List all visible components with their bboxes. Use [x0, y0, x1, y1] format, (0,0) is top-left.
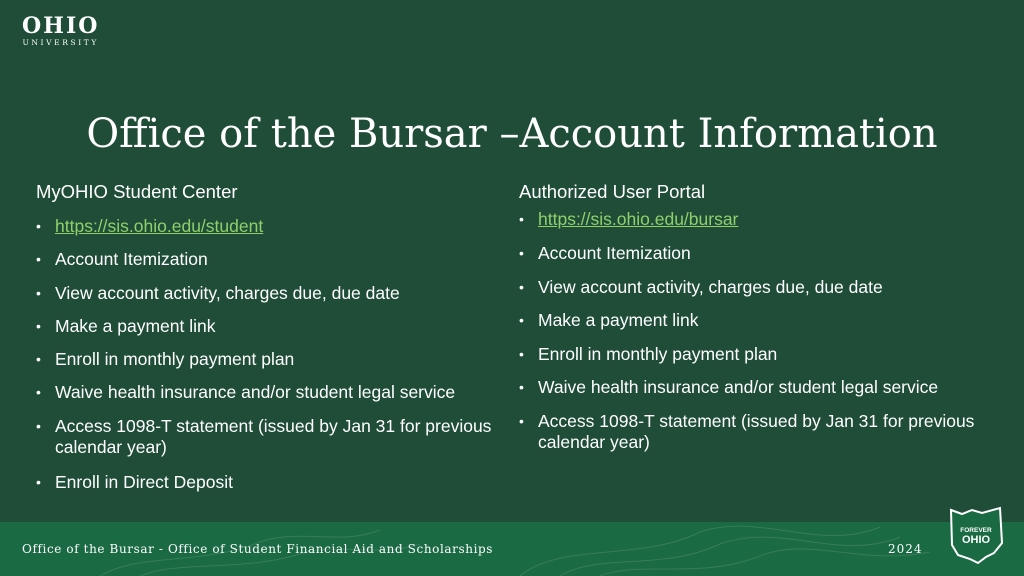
- ohio-university-logo: [22, 14, 99, 48]
- footer-office-text: Office of the Bursar - Office of Student Financial Aid and Scholarships: [22, 542, 494, 556]
- list-item: • Enroll in monthly payment plan: [519, 344, 999, 365]
- list-item: • Account Itemization: [36, 249, 506, 270]
- myohio-heading: MyOHIO Student Center: [36, 181, 238, 202]
- list-item: • Enroll in Direct Deposit: [36, 472, 506, 493]
- logo-sub-text: UNIVERSITY: [22, 38, 99, 47]
- list-item: • Account Itemization: [519, 243, 999, 264]
- list-item: • Waive health insurance and/or student legal service: [519, 377, 999, 398]
- list-item: • Make a payment link: [36, 316, 506, 337]
- list-item: [36, 216, 506, 237]
- list-item: • Make a payment link: [519, 310, 999, 331]
- authorized-user-heading: Authorized User Portal: [519, 181, 706, 202]
- list-item: • View account activity, charges due, due date: [36, 283, 506, 304]
- list-item: • Enroll in monthly payment plan: [36, 349, 506, 370]
- footer-bar: [0, 522, 1024, 576]
- badge-line2: OHIO: [961, 534, 991, 546]
- list-item: • Access 1098-T statement (issued by Jan 31 for previous calendar year): [36, 416, 506, 458]
- student-center-link[interactable]: https://sis.ohio.edu/student: [55, 216, 264, 236]
- authorized-user-list: [519, 209, 999, 453]
- myohio-column: [36, 180, 506, 493]
- myohio-list: [36, 216, 506, 493]
- list-item: • View account activity, charges due, due date: [519, 277, 999, 298]
- page-title: Office of the Bursar –Account Information: [86, 111, 938, 157]
- logo-main-text: OHIO: [22, 13, 100, 39]
- forever-ohio-badge-icon: [948, 505, 1004, 565]
- list-item: [519, 209, 999, 230]
- list-item: • Access 1098-T statement (issued by Jan 31 for previous calendar year): [519, 411, 999, 453]
- badge-line1: FOREVER: [960, 527, 992, 534]
- footer-year: 2024: [888, 542, 923, 556]
- list-item: • Waive health insurance and/or student legal service: [36, 382, 506, 403]
- authorized-user-column: [519, 180, 999, 453]
- bursar-portal-link[interactable]: https://sis.ohio.edu/bursar: [538, 209, 739, 229]
